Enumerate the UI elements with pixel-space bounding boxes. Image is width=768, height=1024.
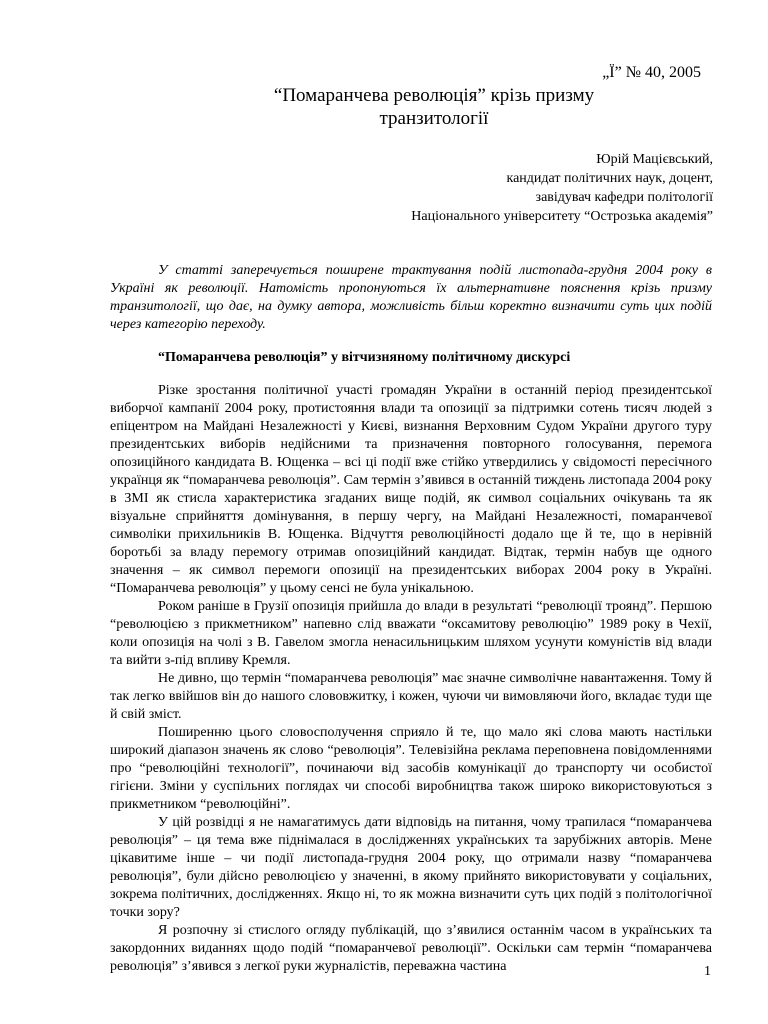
paragraph: У цій розвідці я не намагатимусь дати відповідь на питання, чому трапилася “помаранчева революція” – ця тема вже піднімалася в дослідженнях українських та зарубіжних авторів. Мене цікавитиме інше – чи події листопада-грудня 2004 року, що отримали назву “помаранчева революція”, були дійсно революцією у значенні, в якому прийнято використовувати у соціальних, зокрема політичних, дослідженнях. Якщо ні, то як можна визначити суть цих подій з політологічної точки зору?: [110, 815, 712, 920]
abstract: У статті заперечується поширене трактування подій листопада-грудня 2004 року в Україні як революції. Натомість пропонуються їх альтернативне пояснення крізь призму транзитології, що дає, на думку автора, можливість більш коректно визначити суть цих подій через категорію переходу.: [110, 263, 712, 332]
body-text: [110, 382, 712, 976]
article-title: [0, 84, 768, 130]
paragraph: Роком раніше в Грузії опозиція прийшла до влади в результаті “революції троянд”. Першою “революцією з прикметником” напевно слід вважати “оксамитову революцію” 1989 року в Чехії, коли опозиція на чолі з В. Гавелом змогла ненасильницьким шляхом усунути комуністів від влади та вийти з-під впливу Кремля.: [110, 599, 712, 668]
paragraph: Я розпочну зі стислого огляду публікацій, що з’явилися останнім часом в українських та закордонних виданнях щодо подій “помаранчевої революції”. Оскільки сам термін “помаранчева революція” з’явився з легкої руки журналістів, переважна частина: [110, 923, 712, 974]
page-number: 1: [704, 964, 711, 979]
paragraph: Поширенню цього словосполучення сприяло й те, що мало які слова мають настільки широкий діапазон значень як слово “революція”. Телевізійна реклама переповнена повідомленнями про “революційні технології”, починаючи від засобів комунікації до транспорту чи особистої гігієни. Зміни у суспільних поглядах чи способі виробництва також широко використовуються з прикметником “революційні”.: [110, 725, 712, 812]
author-affiliation: Національного університету “Острозька академія”: [411, 209, 713, 224]
paragraph: Не дивно, що термін “помаранчева революція” має значне символічне навантаження. Тому й так легко ввійшов він до нашого слововжитку, і кожен, чуючи чи вимовляючи його, вкладає туди ще й свій зміст.: [110, 671, 712, 722]
section-heading: “Помаранчева революція” у вітчизняному політичному дискурсі: [158, 350, 571, 365]
title-line: транзитології: [379, 108, 489, 129]
author-position: завідувач кафедри політології: [535, 190, 713, 205]
title-line: “Помаранчева революція” крізь призму: [273, 85, 595, 106]
author-name: Юрій Мацієвський,: [596, 152, 713, 167]
author-degree: кандидат політичних наук, доцент,: [506, 171, 713, 186]
author-block: [411, 150, 713, 226]
paragraph: Різке зростання політичної участі громадян України в останній період президентської виборчої кампанії 2004 року, протистояння влади та опозиції за підтримки сотень тисяч людей з епіцентром на Майдані Незалежності у Києві, визнання Верховним Судом України другого туру президентських виборів недійсними та призначення повторного голосування, перемога опозиційного кандидата В. Ющенка – всі ці події вже стійко утвердились у свідомості пересічного українця як “помаранчева революція”. Сам термін з’явився в останній тиждень листопада 2004 року в ЗМІ як стисла характеристика згаданих вище подій, як символ соціальних очікувань та як візуальне сприйняття домінування, в першу чергу, на Майдані Незалежності, помаранчевої символіки прихильників В. Ющенка. Відчуття революційності додало ще й те, що в нерівній боротьбі за владу перемогу отримав опозиційний кандидат. Відтак, термін набув ще одного значення – як символ перемоги опозиції на президентських виборах 2004 року в Україні. “Помаранчева революція” у цьому сенсі не була унікальною.: [110, 383, 712, 596]
issue-reference: „Ї” № 40, 2005: [602, 64, 701, 81]
